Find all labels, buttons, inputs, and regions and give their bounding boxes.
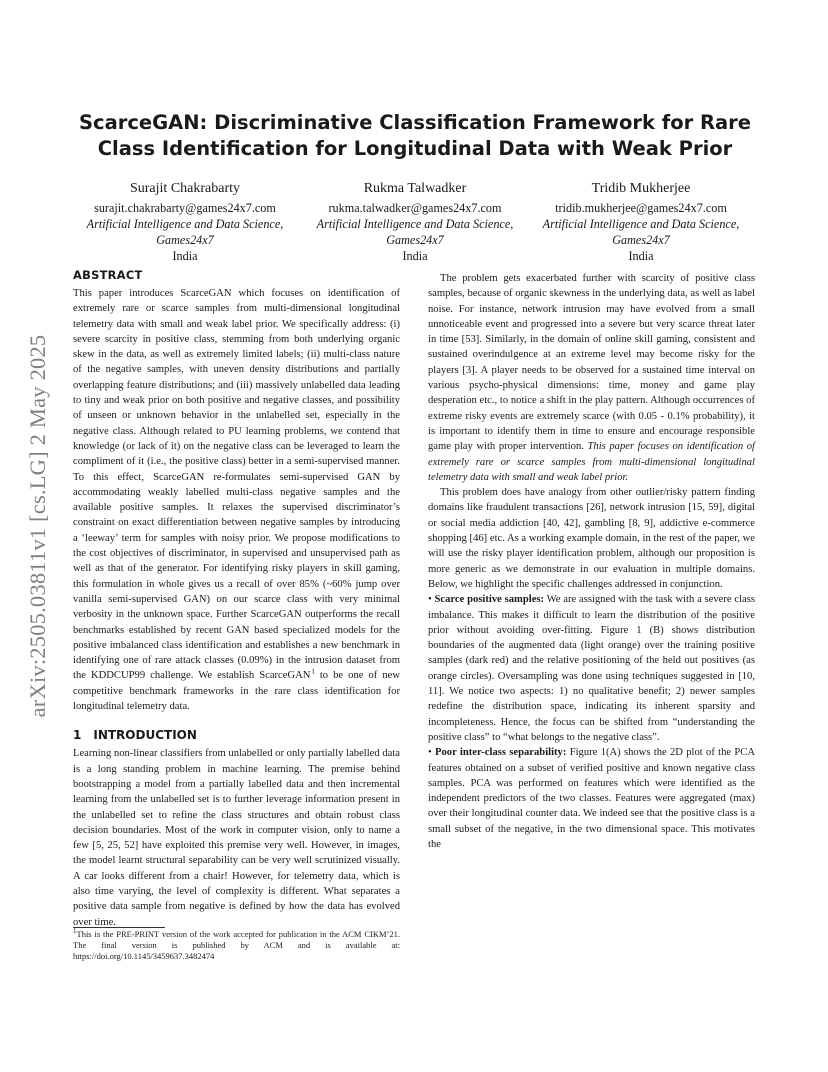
author-affiliation-org: Games24x7 bbox=[612, 233, 670, 247]
paper-title-line-2: Class Identification for Longitudinal Data with Weak Prior bbox=[97, 137, 733, 160]
footnote-text: This is the PRE-PRINT version of the work accepted for publication in the ACM CIKM’21. The final version is published by ACM and is available at: https://doi.org/10.1145/3459637.3482474 bbox=[73, 929, 400, 961]
intro-paragraph-2-text: The problem gets exacerbated further with scarcity of positive class samples, because of organic skewness in the underlying data, as well as label noise. For instance, network intrusion may have evolved from a small unnoticeable event and progressed into a severe but very scarce threat later in time [53]. Similarly, in the domain of online skill gaming, consistent and sustained overindulgence at an extreme level may become risky for the players [3]. A player needs to be observed for a sustained time interval on various psycho-physical dimensions: time, money and game play desperation etc., to notice a shift in the play pattern. Although occurrences of extreme risky events are extremely scarce (with 0.05 - 0.1% probability), it is important to identify them in time to ensure and encourage responsible game play with proper intervention. bbox=[428, 273, 755, 453]
author-email: tridib.mukherjee@games24x7.com bbox=[555, 201, 727, 215]
author-name: Rukma Talwadker bbox=[363, 181, 467, 196]
bullet-label: Scarce positive samples: bbox=[434, 594, 545, 606]
left-column bbox=[73, 268, 400, 930]
section-title: INTRODUCTION bbox=[93, 728, 197, 743]
footnote bbox=[73, 929, 400, 962]
author-country: India bbox=[628, 249, 654, 263]
paper-title-line-1: ScarceGAN: Discriminative Classification Framework for Rare bbox=[78, 111, 752, 134]
footnote-divider bbox=[73, 927, 165, 928]
right-column bbox=[428, 271, 755, 852]
author-name: Tridib Mukherjee bbox=[591, 181, 691, 196]
intro-paragraph-2-emphasis: This paper focuses on identification of extremely rare or scarce samples from multi-dimensional longitudinal telemetry data with small and weak label prior. bbox=[428, 441, 755, 483]
author-affiliation-org: Games24x7 bbox=[156, 233, 214, 247]
author-affiliation-org: Games24x7 bbox=[386, 233, 444, 247]
author-email: rukma.talwadker@games24x7.com bbox=[328, 201, 502, 215]
footnote-marker: 1 bbox=[311, 667, 315, 676]
bullet-text: We are assigned with the task with a severe class imbalance. This makes it difficult to learn the distribution of the positive prior without avoiding over-fitting. Figure 1 (B) shows distribution boundaries of the augmented data (light orange) over the training positive samples (dark red) and the relative positioning of the held out positives (as orange circles). Oversampling was done using techniques suggested in [10, 11]. We notice two aspects: 1) no qualitative benefit; 2) newer samples redefine the distribution space, indicating its inherent sparsity and incompleteness. Hence, the focus can be shifted from “understanding the positive class” to “what belongs to the negative class”. bbox=[428, 594, 755, 743]
author-country: India bbox=[172, 249, 198, 263]
author-block bbox=[74, 179, 756, 265]
author-name: Surajit Chakrabarty bbox=[129, 181, 241, 196]
challenge-bullet-scarce-positive bbox=[428, 592, 755, 745]
abstract-text-end: to be one of new competitive benchmark frameworks in the rare class identification for longitudinal telemetry data. bbox=[73, 670, 400, 713]
arxiv-identifier: arXiv:2505.03811v1 [cs.LG] 2 May 2025 bbox=[25, 334, 50, 718]
author-email: surajit.chakrabarty@games24x7.com bbox=[94, 201, 276, 215]
paper-title bbox=[74, 110, 756, 162]
challenge-bullet-separability bbox=[428, 745, 755, 852]
intro-paragraph-2 bbox=[428, 271, 755, 485]
abstract-text: This paper introduces ScarceGAN which focuses on identification of extremely rare or scarce samples from multi-dimensional longitudinal telemetry data with small and weak label prior. We specifically address: (i) severe scarcity in positive class, stemming from both underlying organic skew in the data, as well as extremely limited labels; (ii) multi-class nature of the negative samples, with uneven density distributions and partially overlapping feature distributions; and (iii) massively unlabelled data leading to tiny and weak prior on both positive and negative classes, and possibility of unseen or unknown behavior in the unlabelled set, especially in the negative class. Although related to PU learning problems, we contend that knowledge (or lack of it) on the negative class can be leveraged to learn the compliment of it (i.e., the positive class) better in a semi-supervised manner. To this effect, ScarceGAN re-formulates semi-supervised GAN by accommodating weakly labelled multi-class negative samples and the available positive samples. It relaxes the supervised discriminator’s constraint on exact differentiation between negative samples by introducing a ‘leeway’ term for samples with noisy prior. We propose modifications to the cost objectives of discriminator, in supervised and unsupervised path as well as that of the generator. For identifying risky players in skill gaming, this formulation in whole gives us a recall of over 85% (~60% jump over vanilla semi-supervised GAN) on our scarce class with very minimal verbosity in the unknown space. Further ScarceGAN outperforms the recall benchmarks established by recent GAN based specialized models for the positive imbalanced class identification and establishes a new benchmark in identifying one of rare attack classes (0.09%) in the intrusion dataset from the KDDCUP99 challenge. We establish ScarceGAN bbox=[73, 288, 400, 682]
author-country: India bbox=[402, 249, 428, 263]
author-2 bbox=[304, 179, 526, 264]
author-affiliation: Artificial Intelligence and Data Science, bbox=[316, 217, 514, 231]
footnote-number: 1 bbox=[73, 927, 77, 936]
abstract-heading: ABSTRACT bbox=[73, 268, 143, 282]
bullet-icon: • bbox=[428, 747, 432, 759]
author-affiliation: Artificial Intelligence and Data Science, bbox=[542, 217, 740, 231]
author-affiliation: Artificial Intelligence and Data Science, bbox=[86, 217, 284, 231]
arxiv-sidebar-stamp bbox=[20, 286, 56, 766]
bullet-text: Figure 1(A) shows the 2D plot of the PCA features obtained on a subset of verified positive and known negative class samples. PCA was performed on features which were identified as the independent predictors of the two classes. Features were aggregated (max) over their longitudinal counter data. We indeed see that the positive class is a small subset of the negative, in the two dimensional space. This motivates the bbox=[428, 747, 755, 850]
section-number: 1 bbox=[73, 728, 82, 743]
author-3 bbox=[530, 179, 752, 264]
bullet-label: Poor inter-class separability: bbox=[435, 747, 567, 759]
bullet-icon: • bbox=[428, 594, 432, 606]
section-heading-introduction bbox=[73, 727, 400, 743]
intro-paragraph-3: This problem does have analogy from other outlier/risky pattern finding domains like fraudulent transactions [26], network intrusion [15, 59], digital or social media addiction [40, 42], gambling [8, 9], addictive e-commerce shopping [46] etc. As a working example domain, in the rest of the paper, we will use the risky player identification problem, although our proposition is more generic as we demonstrate in our evaluation in multiple domains. Below, we highlight the specific challenges addressed in conjunction. bbox=[428, 487, 755, 590]
intro-paragraph-1: Learning non-linear classifiers from unlabelled or only partially labelled data is a long standing problem in machine learning. The premise behind bootstrapping a model from a partially labelled data and then incremental learning from the unlabelled set is to further leverage information present in the unlabelled set to refine the class structures and obtain robust class decision boundaries. Most of the work in computer vision, only to name a few [5, 25, 52] have exploited this premise very well. However, in images, the model learnt structural separability can be very well scrutinized visually. A car looks different from a chair! However, for telemetry data, which is also time varying, the level of complexity is different. What separates a positive data sample from negative is defined by how the data has evolved over time. bbox=[73, 748, 400, 928]
abstract-body bbox=[73, 286, 400, 714]
author-1 bbox=[74, 179, 296, 264]
